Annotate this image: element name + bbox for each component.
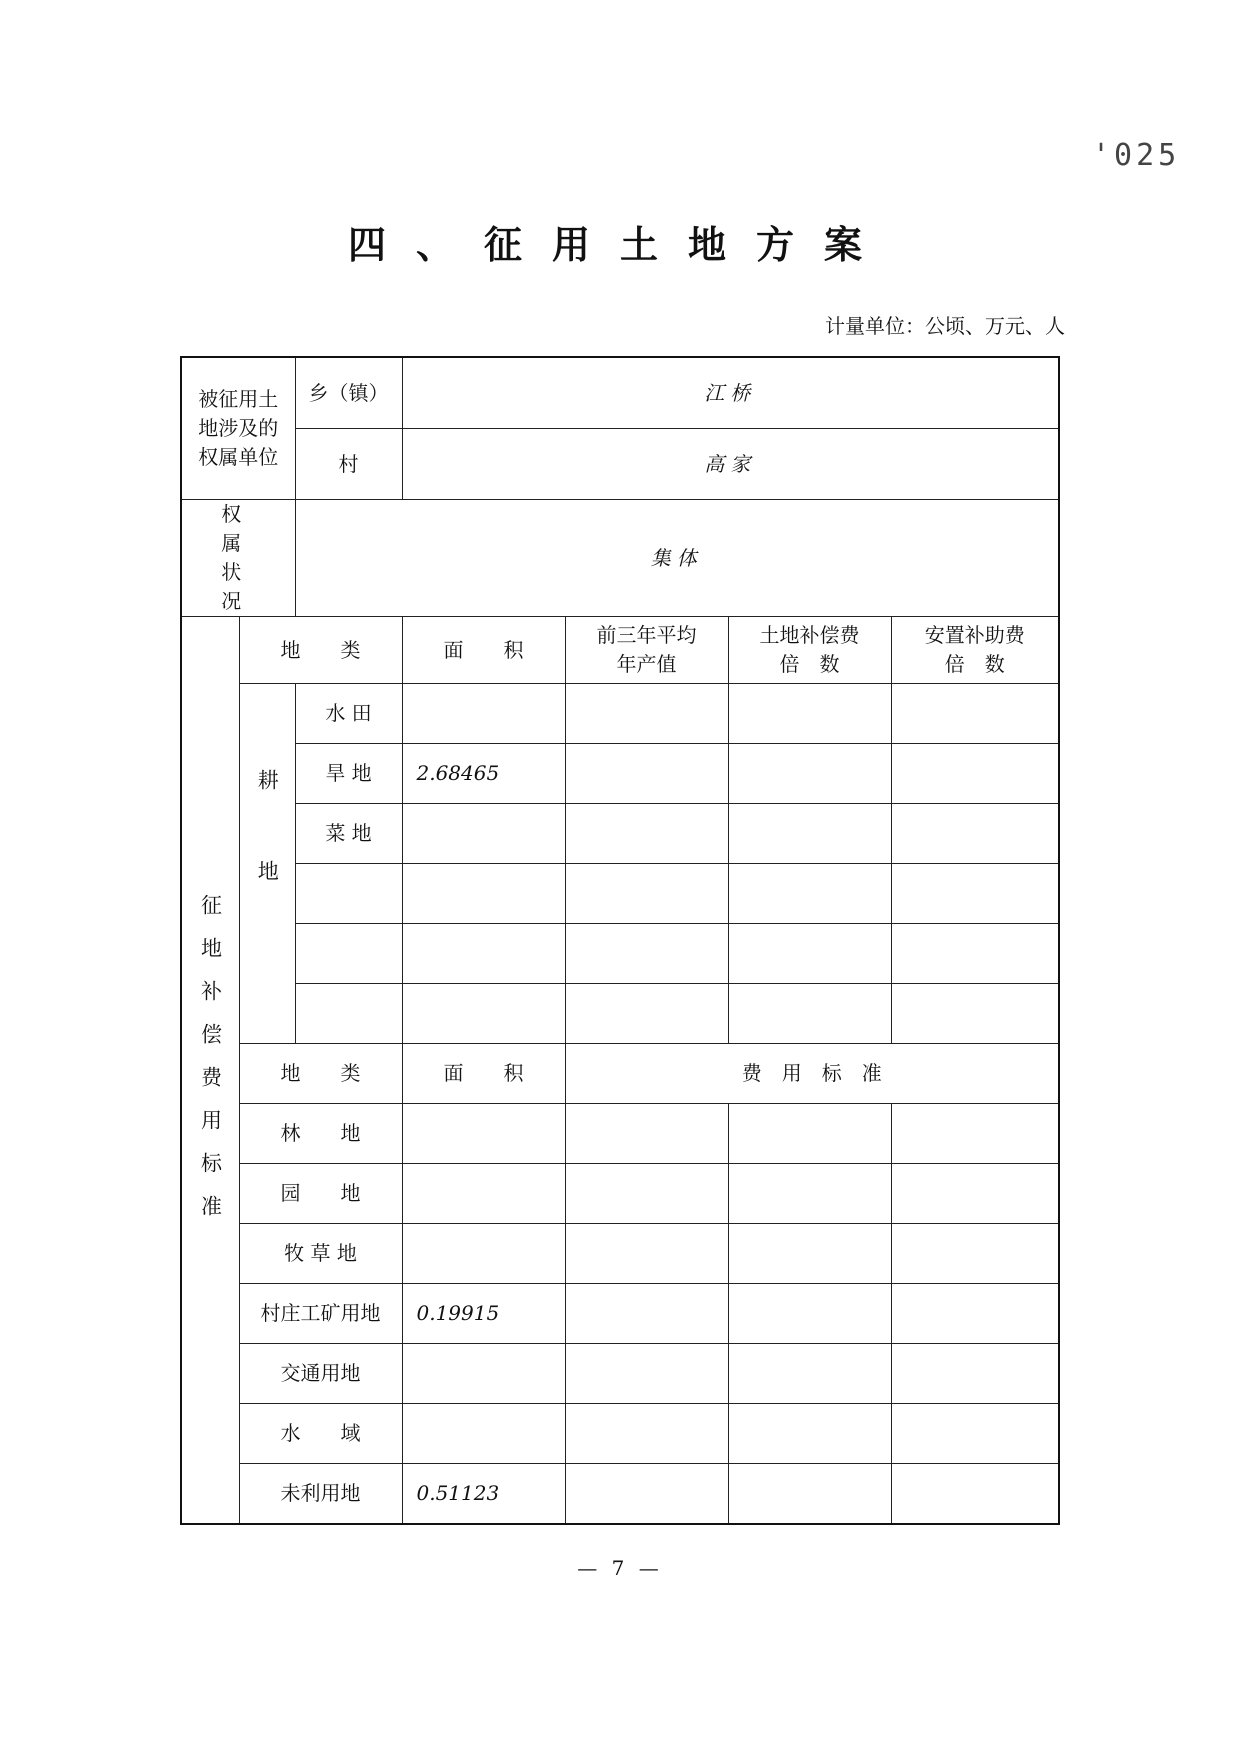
land-type: 林 地 — [239, 1104, 402, 1164]
standard-cell — [728, 1104, 891, 1164]
table-row — [181, 804, 1059, 864]
village-value: 高家 — [402, 429, 1059, 500]
area-value — [402, 684, 565, 744]
t2-header-standard: 费 用 标 准 — [565, 1044, 1059, 1104]
land-acquisition-table — [180, 356, 1060, 1525]
unit-note: 计量单位：公顷、万元、人 — [825, 314, 1065, 338]
owner-village-row — [181, 429, 1059, 500]
area-value: 2.68465 — [402, 744, 565, 804]
t1-header-area: 面 积 — [402, 617, 565, 684]
area-value — [402, 1344, 565, 1404]
t1-header-type: 地 类 — [239, 617, 402, 684]
area-value — [402, 924, 565, 984]
section-label: 征地补偿费用标准 — [198, 894, 223, 1238]
standard-cell — [728, 1404, 891, 1464]
standard-cell — [565, 1404, 728, 1464]
group-label-cell — [239, 684, 295, 1044]
output-cell — [565, 924, 728, 984]
land-type: 菜 地 — [295, 804, 402, 864]
resettlement-cell — [891, 804, 1059, 864]
land-type: 水 田 — [295, 684, 402, 744]
land-type — [295, 924, 402, 984]
land-type — [295, 864, 402, 924]
compensation-cell — [728, 804, 891, 864]
table-row — [181, 1404, 1059, 1464]
standard-cell — [565, 1464, 728, 1525]
table-row — [181, 1464, 1059, 1525]
compensation-cell — [728, 744, 891, 804]
standard-cell — [891, 1464, 1059, 1525]
standard-cell — [728, 1464, 891, 1525]
page-title: 四、征用土地方案 — [347, 223, 892, 267]
land-type: 园 地 — [239, 1164, 402, 1224]
table-row — [181, 1164, 1059, 1224]
area-value — [402, 984, 565, 1044]
t2-header-type: 地 类 — [239, 1044, 402, 1104]
t1-header-output: 前三年平均年产值 — [565, 617, 728, 684]
compensation-cell — [728, 924, 891, 984]
table-row — [181, 1224, 1059, 1284]
land-type: 水 域 — [239, 1404, 402, 1464]
section-label-cell — [181, 617, 239, 1525]
t1-header-compensation: 土地补偿费倍 数 — [728, 617, 891, 684]
table-row — [181, 1284, 1059, 1344]
table-row — [181, 684, 1059, 744]
standard-cell — [891, 1404, 1059, 1464]
page-stamp: '025 — [1092, 138, 1181, 173]
ownership-row — [181, 500, 1059, 617]
area-value — [402, 804, 565, 864]
standard-cell — [891, 1344, 1059, 1404]
land-type: 旱 地 — [295, 744, 402, 804]
owner-township-row — [181, 357, 1059, 429]
compensation-cell — [728, 864, 891, 924]
township-label: 乡（镇） — [295, 357, 402, 429]
area-value — [402, 1224, 565, 1284]
land-type — [295, 984, 402, 1044]
t2-header-area: 面 积 — [402, 1044, 565, 1104]
table-row — [181, 864, 1059, 924]
standard-cell — [891, 1284, 1059, 1344]
standard-cell — [565, 1284, 728, 1344]
table-row — [181, 924, 1059, 984]
standard-cell — [728, 1224, 891, 1284]
area-value: 0.19915 — [402, 1284, 565, 1344]
standard-cell — [891, 1164, 1059, 1224]
area-value — [402, 1164, 565, 1224]
ownership-label: 权 属 状 况 — [181, 500, 295, 617]
standard-cell — [565, 1224, 728, 1284]
table-row — [181, 1104, 1059, 1164]
standard-cell — [565, 1344, 728, 1404]
standard-cell — [728, 1344, 891, 1404]
area-value: 0.51123 — [402, 1464, 565, 1525]
ownership-value: 集体 — [295, 500, 1059, 617]
resettlement-cell — [891, 924, 1059, 984]
land-type: 未利用地 — [239, 1464, 402, 1525]
t1-header-resettlement: 安置补助费倍 数 — [891, 617, 1059, 684]
township-value: 江桥 — [402, 357, 1059, 429]
resettlement-cell — [891, 744, 1059, 804]
output-cell — [565, 864, 728, 924]
area-value — [402, 864, 565, 924]
output-cell — [565, 744, 728, 804]
resettlement-cell — [891, 984, 1059, 1044]
standard-cell — [565, 1164, 728, 1224]
village-label: 村 — [295, 429, 402, 500]
land-type: 村庄工矿用地 — [239, 1284, 402, 1344]
output-cell — [565, 684, 728, 744]
compensation-cell — [728, 684, 891, 744]
resettlement-cell — [891, 864, 1059, 924]
table-row — [181, 744, 1059, 804]
standard-cell — [891, 1224, 1059, 1284]
standard-cell — [728, 1164, 891, 1224]
table-row — [181, 1344, 1059, 1404]
area-value — [402, 1404, 565, 1464]
group-label: 耕地 — [255, 768, 280, 951]
land-type: 牧 草 地 — [239, 1224, 402, 1284]
area-value — [402, 1104, 565, 1164]
page-number: — 7 — — [577, 1556, 663, 1580]
resettlement-cell — [891, 684, 1059, 744]
output-cell — [565, 804, 728, 864]
compensation-cell — [728, 984, 891, 1044]
table-row — [181, 984, 1059, 1044]
table1-header-row — [181, 617, 1059, 684]
standard-cell — [891, 1104, 1059, 1164]
owner-label: 被征用土地涉及的权属单位 — [181, 357, 295, 500]
standard-cell — [565, 1104, 728, 1164]
output-cell — [565, 984, 728, 1044]
land-type: 交通用地 — [239, 1344, 402, 1404]
table2-header-row — [181, 1044, 1059, 1104]
standard-cell — [728, 1284, 891, 1344]
